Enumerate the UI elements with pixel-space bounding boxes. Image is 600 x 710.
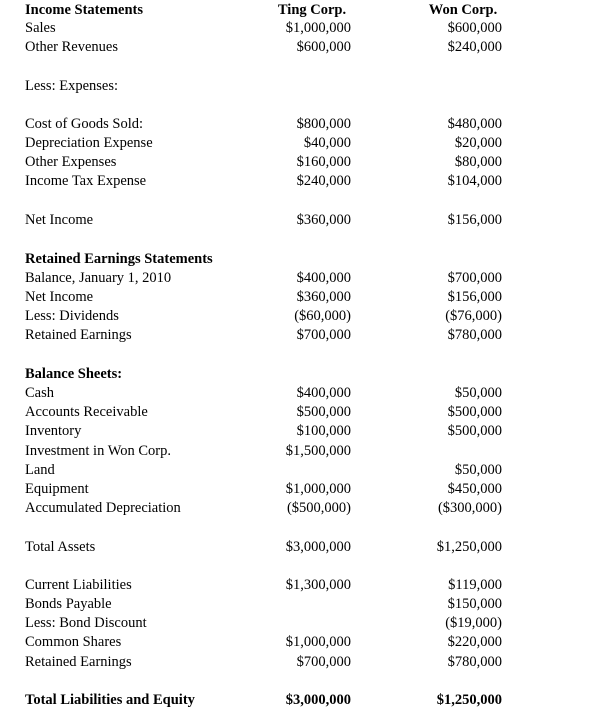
row-label: Retained Earnings xyxy=(25,654,132,670)
ting-value: $500,000 xyxy=(296,404,351,420)
ting-value: $3,000,000 xyxy=(285,539,351,555)
row-accumulated-depreciation xyxy=(0,499,600,518)
retained-earnings-title-row xyxy=(0,250,600,269)
row-dividends xyxy=(0,307,600,326)
won-value: $20,000 xyxy=(454,135,502,151)
row-equipment xyxy=(0,480,600,499)
won-value: $156,000 xyxy=(447,289,502,305)
row-label: Current Liabilities xyxy=(25,577,132,593)
row-net-income xyxy=(0,211,600,230)
row-label: Depreciation Expense xyxy=(25,135,153,151)
row-label: Less: Expenses: xyxy=(25,78,119,94)
ting-value: $40,000 xyxy=(303,135,351,151)
row-label: Accounts Receivable xyxy=(25,404,148,420)
balance-sheets-title: Balance Sheets: xyxy=(25,366,123,382)
won-value: $500,000 xyxy=(447,404,502,420)
row-label: Other Revenues xyxy=(25,39,119,55)
ting-value: $1,300,000 xyxy=(285,577,351,593)
won-value: $480,000 xyxy=(447,116,502,132)
balance-sheets-title-row xyxy=(0,365,600,384)
row-inventory xyxy=(0,422,600,441)
row-total-liabilities-equity xyxy=(0,691,600,710)
row-current-liabilities xyxy=(0,576,600,595)
ting-value: $400,000 xyxy=(296,270,351,286)
won-value: $50,000 xyxy=(454,462,502,478)
row-label: Less: Bond Discount xyxy=(25,615,147,631)
won-value: ($300,000) xyxy=(437,500,502,516)
row-label: Sales xyxy=(25,20,56,36)
row-land xyxy=(0,461,600,480)
row-bs-retained-earnings xyxy=(0,653,600,672)
header-row xyxy=(0,1,600,20)
ting-value: $3,000,000 xyxy=(285,692,351,708)
row-label: Less: Dividends xyxy=(25,308,119,324)
row-cash xyxy=(0,384,600,403)
row-total-assets xyxy=(0,538,600,557)
row-sales xyxy=(0,19,600,38)
ting-value: $700,000 xyxy=(296,327,351,343)
row-label: Cash xyxy=(25,385,54,401)
row-label: Common Shares xyxy=(25,634,122,650)
row-label: Cost of Goods Sold: xyxy=(25,116,144,132)
won-value: $50,000 xyxy=(454,385,502,401)
won-value: $500,000 xyxy=(447,423,502,439)
won-value: $220,000 xyxy=(447,634,502,650)
row-common-shares xyxy=(0,633,600,652)
row-label: Retained Earnings xyxy=(25,327,132,343)
ting-value: ($60,000) xyxy=(294,308,351,324)
row-label: Balance, January 1, 2010 xyxy=(25,270,172,286)
row-investment xyxy=(0,442,600,461)
won-value: $156,000 xyxy=(447,212,502,228)
won-value: $240,000 xyxy=(447,39,502,55)
row-label: Total Assets xyxy=(25,539,96,555)
ting-value: $400,000 xyxy=(296,385,351,401)
row-bond-discount xyxy=(0,614,600,633)
won-value: $700,000 xyxy=(447,270,502,286)
row-label: Bonds Payable xyxy=(25,596,112,612)
row-label: Total Liabilities and Equity xyxy=(25,692,195,708)
row-other-expenses xyxy=(0,153,600,172)
ting-value: ($500,000) xyxy=(286,500,351,516)
row-label: Inventory xyxy=(25,423,82,439)
ting-corp-header: Ting Corp. xyxy=(277,2,347,18)
row-balance-jan xyxy=(0,269,600,288)
row-label: Land xyxy=(25,462,55,478)
row-label: Accumulated Depreciation xyxy=(25,500,181,516)
won-value: ($76,000) xyxy=(445,308,502,324)
ting-value: $100,000 xyxy=(296,423,351,439)
row-other-revenues xyxy=(0,38,600,57)
row-income-tax xyxy=(0,172,600,191)
won-value: $450,000 xyxy=(447,481,502,497)
won-value: $80,000 xyxy=(454,154,502,170)
row-label: Investment in Won Corp. xyxy=(25,443,171,459)
ting-value: $1,000,000 xyxy=(285,481,351,497)
income-statements-title: Income Statements xyxy=(25,2,143,18)
row-cogs xyxy=(0,115,600,134)
won-corp-header: Won Corp. xyxy=(428,2,498,18)
ting-value: $600,000 xyxy=(296,39,351,55)
row-depreciation xyxy=(0,134,600,153)
row-label: Equipment xyxy=(25,481,89,497)
row-label: Net Income xyxy=(25,212,94,228)
ting-value: $160,000 xyxy=(296,154,351,170)
won-value: $119,000 xyxy=(448,577,502,593)
won-value: $780,000 xyxy=(447,654,502,670)
won-value: $150,000 xyxy=(447,596,502,612)
won-value: $1,250,000 xyxy=(436,539,502,555)
ting-value: $1,500,000 xyxy=(285,443,351,459)
won-value: $1,250,000 xyxy=(436,692,502,708)
row-re-net-income xyxy=(0,288,600,307)
ting-value: $700,000 xyxy=(296,654,351,670)
row-accounts-receivable xyxy=(0,403,600,422)
won-value: $600,000 xyxy=(447,20,502,36)
row-label: Net Income xyxy=(25,289,94,305)
ting-value: $240,000 xyxy=(296,173,351,189)
ting-value: $360,000 xyxy=(296,212,351,228)
row-label: Other Expenses xyxy=(25,154,117,170)
ting-value: $1,000,000 xyxy=(285,634,351,650)
row-label: Income Tax Expense xyxy=(25,173,147,189)
ting-value: $1,000,000 xyxy=(285,20,351,36)
won-value: $104,000 xyxy=(447,173,502,189)
row-retained-earnings xyxy=(0,326,600,345)
won-value: $780,000 xyxy=(447,327,502,343)
ting-value: $800,000 xyxy=(296,116,351,132)
row-less-expenses xyxy=(0,77,600,96)
retained-earnings-title: Retained Earnings Statements xyxy=(25,251,213,267)
row-bonds-payable xyxy=(0,595,600,614)
won-value: ($19,000) xyxy=(445,615,502,631)
ting-value: $360,000 xyxy=(296,289,351,305)
